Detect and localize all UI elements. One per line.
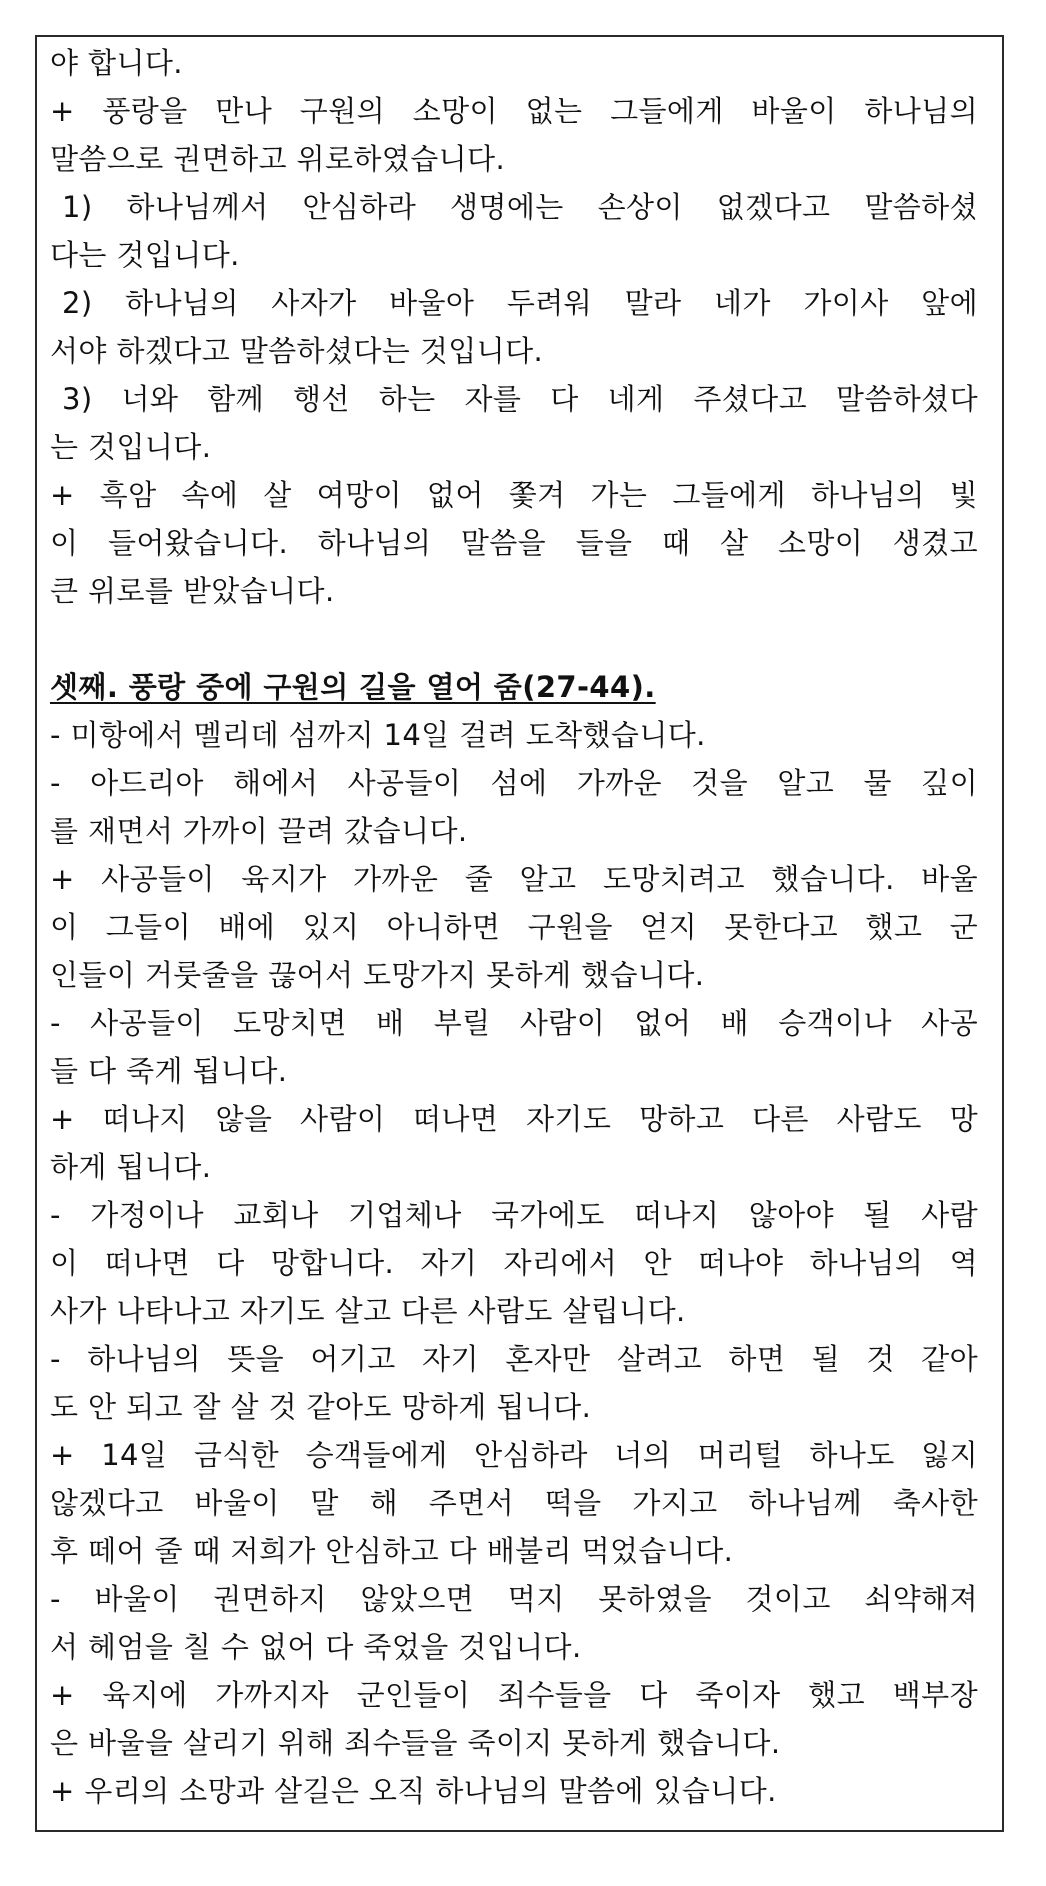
text-line: 서 헤엄을 칠 수 없어 다 죽었을 것입니다.: [50, 1630, 582, 1664]
text-line: 서야 하겠다고 말씀하셨다는 것입니다.: [50, 334, 544, 368]
text-line: + 사공들이 육지가 가까운 줄 알고 도망치려고 했습니다. 바울: [50, 862, 978, 896]
list-item-3: 3) 너와 함께 행선 하는 자를 다 네게 주셨다고 말씀하셨다: [62, 382, 978, 416]
text-line: 이 그들이 배에 있지 아니하면 구원을 얻지 못한다고 했고 군: [50, 910, 978, 944]
text-line: - 가정이나 교회나 기업체나 국가에도 떠나지 않아야 될 사람: [50, 1198, 978, 1232]
list-item-1: 1) 하나님께서 안심하라 생명에는 손상이 없겠다고 말씀하셨: [62, 190, 978, 224]
text-line: 를 재면서 가까이 끌려 갔습니다.: [50, 814, 468, 848]
text-line: + 풍랑을 만나 구원의 소망이 없는 그들에게 바울이 하나님의: [50, 94, 978, 128]
text-line: 들 다 죽게 됩니다.: [50, 1054, 288, 1088]
text-line: 않겠다고 바울이 말 해 주면서 떡을 가지고 하나님께 축사한: [50, 1486, 978, 1520]
text-line: 도 안 되고 잘 살 것 같아도 망하게 됩니다.: [50, 1390, 592, 1424]
text-line: 다는 것입니다.: [50, 238, 240, 272]
text-line: - 미항에서 멜리데 섬까지 14일 걸려 도착했습니다.: [50, 718, 706, 752]
text-line: + 우리의 소망과 살길은 오직 하나님의 말씀에 있습니다.: [50, 1774, 777, 1808]
text-line: + 14일 금식한 승객들에게 안심하라 너의 머리털 하나도 잃지: [50, 1438, 978, 1472]
text-line: 큰 위로를 받았습니다.: [50, 574, 335, 608]
document-frame: [35, 35, 1004, 1832]
text-line: 하게 됩니다.: [50, 1150, 212, 1184]
text-line: + 떠나지 않을 사람이 떠나면 자기도 망하고 다른 사람도 망: [50, 1102, 978, 1136]
text-line: 이 들어왔습니다. 하나님의 말씀을 들을 때 살 소망이 생겼고: [50, 526, 978, 560]
text-line: 은 바울을 살리기 위해 죄수들을 죽이지 못하게 했습니다.: [50, 1726, 781, 1760]
text-line: 인들이 거룻줄을 끊어서 도망가지 못하게 했습니다.: [50, 958, 705, 992]
list-item-2: 2) 하나님의 사자가 바울아 두려워 말라 네가 가이사 앞에: [62, 286, 978, 320]
blank-line: [50, 615, 978, 663]
text-line: - 바울이 권면하지 않았으면 먹지 못하였을 것이고 쇠약해져: [50, 1582, 978, 1616]
text-line: 는 것입니다.: [50, 430, 212, 464]
text-line: + 흑암 속에 살 여망이 없어 쫓겨 가는 그들에게 하나님의 빛: [50, 478, 978, 512]
text-line: - 아드리아 해에서 사공들이 섬에 가까운 것을 알고 물 깊이: [50, 766, 978, 800]
text-line: - 하나님의 뜻을 어기고 자기 혼자만 살려고 하면 될 것 같아: [50, 1342, 978, 1376]
text-line: 이 떠나면 다 망합니다. 자기 자리에서 안 떠나야 하나님의 역: [50, 1246, 978, 1280]
text-line: + 육지에 가까지자 군인들이 죄수들을 다 죽이자 했고 백부장: [50, 1678, 978, 1712]
text-line: 후 떼어 줄 때 저희가 안심하고 다 배불리 먹었습니다.: [50, 1534, 734, 1568]
section-heading: 셋째. 풍랑 중에 구원의 길을 열어 줌(27-44).: [50, 670, 656, 704]
text-line: 말씀으로 권면하고 위로하였습니다.: [50, 142, 506, 176]
text-line: 야 합니다.: [50, 46, 183, 80]
text-line: 사가 나타나고 자기도 살고 다른 사람도 살립니다.: [50, 1294, 686, 1328]
document-body: [50, 39, 978, 1815]
text-line: - 사공들이 도망치면 배 부릴 사람이 없어 배 승객이나 사공: [50, 1006, 978, 1040]
